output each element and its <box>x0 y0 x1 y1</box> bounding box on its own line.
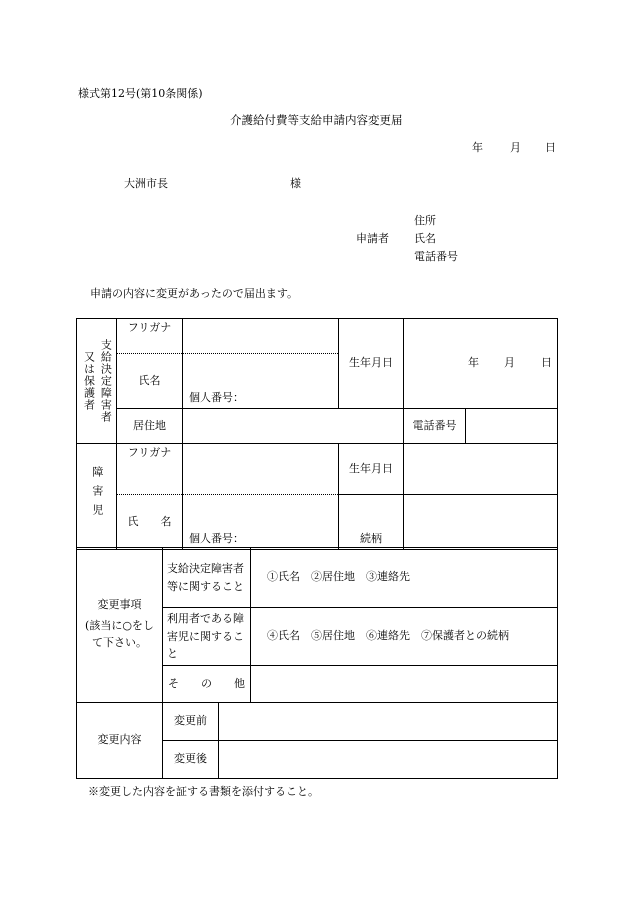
phone-field[interactable] <box>466 409 558 444</box>
change-items-label: 変更事項 <box>97 597 142 611</box>
change-content-label: 変更内容 <box>77 703 163 779</box>
before-label: 変更前 <box>163 703 219 741</box>
applicant-info-table <box>76 318 558 550</box>
residence-field[interactable] <box>183 409 404 444</box>
child-name-field[interactable] <box>183 495 339 550</box>
row3-field[interactable] <box>251 666 558 703</box>
relationship-label-cell: 続柄 <box>339 495 404 550</box>
row1-label: 支給決定障害者等に関すること <box>163 548 251 608</box>
intro-text: 申請の内容に変更があったので届出ます。 <box>90 287 299 300</box>
child-side-header <box>77 444 117 550</box>
before-field[interactable] <box>219 703 558 741</box>
row1-options[interactable]: ①氏名 ②居住地 ③連絡先 <box>251 548 558 608</box>
row2-label: 利用者である障害児に関すること <box>163 608 251 666</box>
date-month-label: 月 <box>510 141 521 154</box>
name-label-cell: 氏名 <box>117 354 183 409</box>
child-birthdate-field[interactable] <box>404 444 558 495</box>
addressee-honorific: 様 <box>290 177 301 190</box>
birth-month-label: 月 <box>504 355 515 369</box>
residence-label-cell: 居住地 <box>117 409 183 444</box>
birthdate-field[interactable] <box>404 319 558 409</box>
child-name-label-cell: 氏 名 <box>117 495 183 550</box>
guardian-label-line1: 支給決定障害者 <box>99 339 113 423</box>
row3-label: そ の 他 <box>163 666 251 703</box>
birth-year-label: 年 <box>468 355 479 369</box>
child-birthdate-label-cell: 生年月日 <box>339 444 404 495</box>
applicant-name-label: 氏名 <box>414 232 436 245</box>
relationship-field[interactable] <box>404 495 558 550</box>
applicant-address-label: 住所 <box>414 214 436 227</box>
furigana-label-cell: フリガナ <box>117 319 183 354</box>
applicant-label: 申請者 <box>356 232 389 245</box>
change-details-table <box>76 547 558 779</box>
birth-day-label: 日 <box>541 355 552 369</box>
name-field[interactable] <box>183 354 339 409</box>
change-items-note: (該当に○をして下さい。 <box>85 618 154 650</box>
child-side-label: 障害児 <box>90 465 104 523</box>
form-title: 介護給付費等支給申請内容変更届 <box>230 113 403 127</box>
form-number: 様式第12号(第10条関係) <box>78 87 203 100</box>
child-furigana-field[interactable] <box>183 444 339 495</box>
addressee-name: 大洲市長 <box>124 177 168 190</box>
birthdate-label-cell: 生年月日 <box>339 319 404 409</box>
child-personal-number-label: 個人番号： <box>189 532 244 546</box>
phone-label-cell: 電話番号 <box>404 409 466 444</box>
child-furigana-label-cell: フリガナ <box>117 444 183 495</box>
footnote: ※変更した内容を証する書類を添付すること。 <box>88 785 319 798</box>
after-label: 変更後 <box>163 741 219 779</box>
date-year-label: 年 <box>472 141 483 154</box>
after-field[interactable] <box>219 741 558 779</box>
applicant-phone-label: 電話番号 <box>414 250 458 263</box>
personal-number-label: 個人番号： <box>189 391 244 405</box>
row2-options[interactable]: ④氏名 ⑤居住地 ⑥連絡先 ⑦保護者との続柄 <box>251 608 558 666</box>
guardian-label-line2: 又は保護者 <box>82 351 96 411</box>
change-items-cell <box>77 548 163 703</box>
date-day-label: 日 <box>545 141 556 154</box>
furigana-field[interactable] <box>183 319 339 354</box>
guardian-side-header <box>77 319 117 444</box>
